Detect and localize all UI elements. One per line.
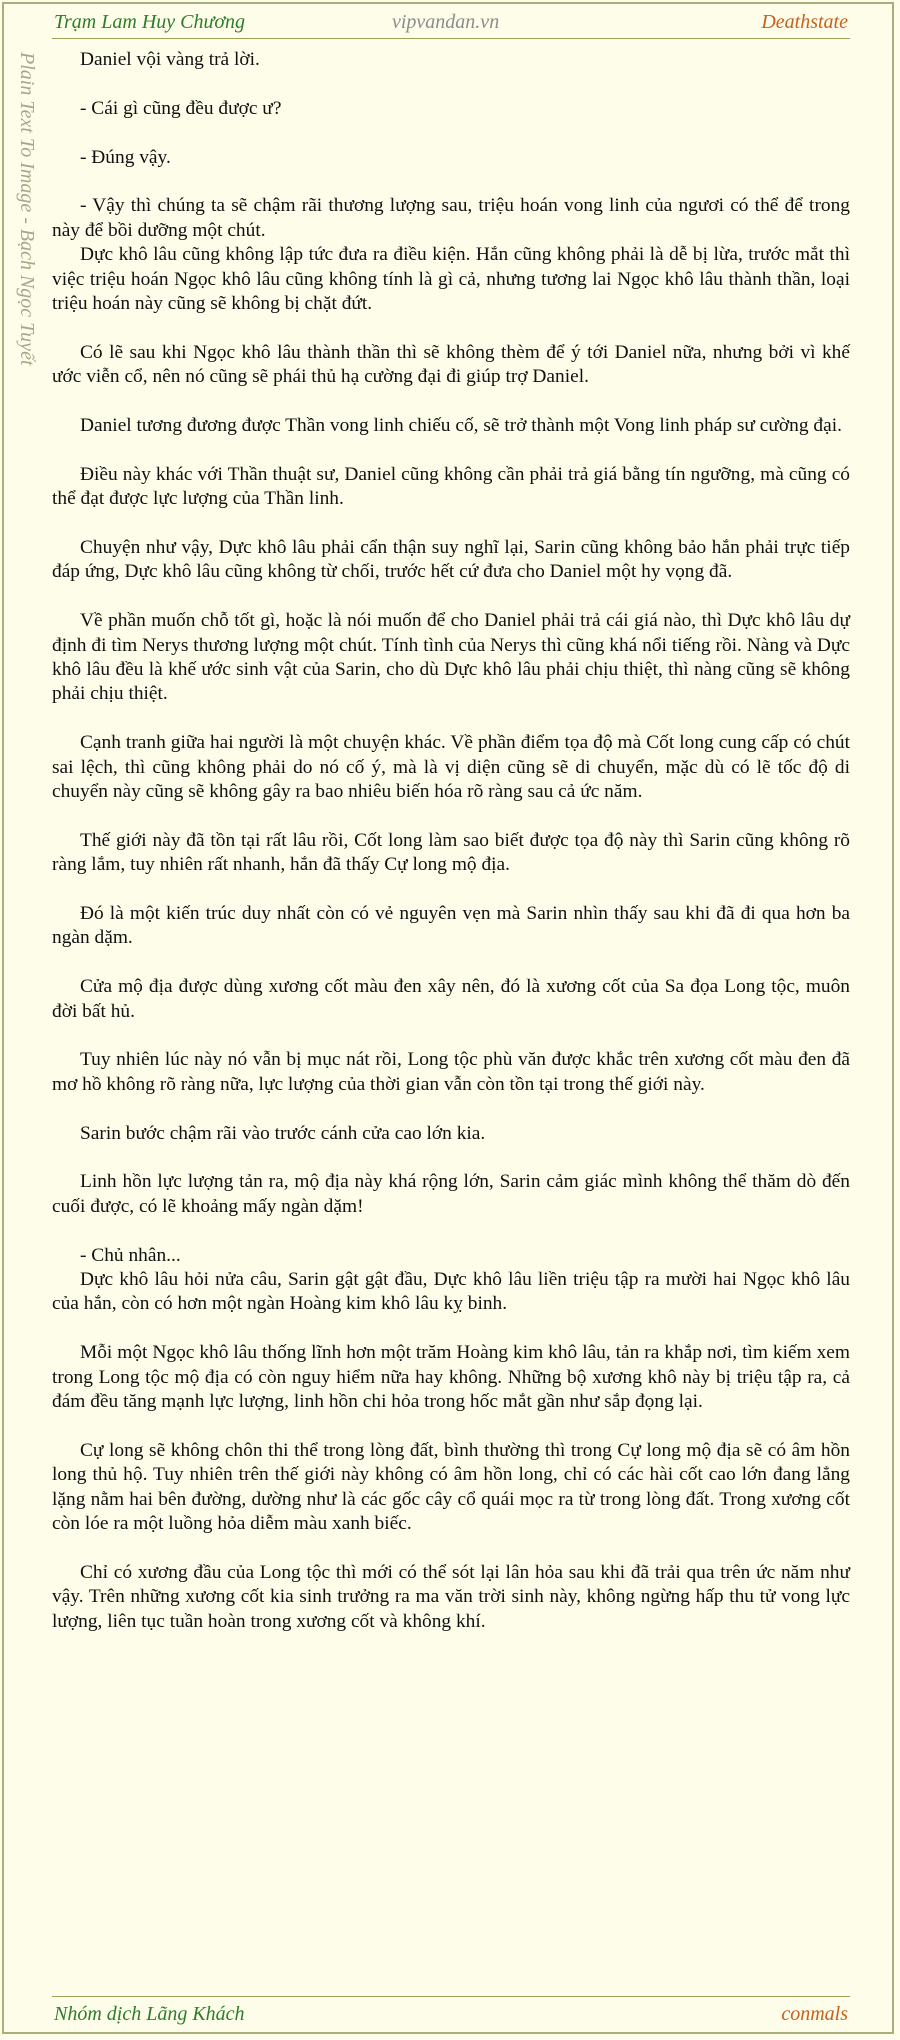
paragraph: Dực khô lâu cũng không lập tức đưa ra điều kiện. Hắn cũng không phải là dễ bị lừa, trước mắt thì việc triệu hoán Ngọc khô lâu cũng không tính là gì cả, nhưng tương lai Ngọc khô lâu thành thần, loại triệu hoán này cũng sẽ không bị chặt đứt. — [52, 244, 850, 315]
translator-site-name: Trạm Lam Huy Chương — [54, 11, 246, 33]
page-footer — [52, 1996, 850, 2027]
paragraph: Daniel vội vàng trả lời. — [80, 49, 260, 70]
paragraph: Cự long sẽ không chôn thi thể trong lòng đất, bình thường thì trong Cự long mộ địa sẽ có âm hồn long thủ hộ. Tuy nhiên trên thế giới này không có âm hồn long, chỉ có các hài cốt cao lớn đang lẳng lặng nằm hai bên đường, dường như là các gốc cây cổ quái mọc ra từ trong lòng đất. Trong xương cốt còn lóe ra một luồng hỏa diễm màu xanh biếc. — [52, 1439, 850, 1535]
story-text — [52, 48, 850, 1634]
paragraph: Về phần muốn chỗ tốt gì, hoặc là nói muốn để cho Daniel phải trả cái giá nào, thì Dực khô lâu dự định đi tìm Nerys thương lượng một chút. Tính tình của Nerys thì cũng khá nổi tiếng rồi. Nàng và Dực khô lâu đều là khế ước sinh vật của Sarin, cho dù Dực khô lâu phải chịu thiệt, thì nàng cũng sẽ không phải chịu thiệt. — [52, 610, 850, 705]
translation-group-name: Nhóm dịch Lãng Khách — [54, 2003, 245, 2025]
paragraph: Đó là một kiến trúc duy nhất còn có vẻ nguyên vẹn mà Sarin nhìn thấy sau khi đã đi qua hơn ba ngàn dặm. — [52, 903, 850, 949]
paragraph: Điều này khác với Thần thuật sư, Daniel cũng không cần phải trả giá bằng tín ngưỡng, mà cũng có thể đạt được lực lượng của Thần linh. — [52, 463, 850, 510]
paragraph: Cạnh tranh giữa hai người là một chuyện khác. Về phần điểm tọa độ mà Cốt long cung cấp có chút sai lệch, thì cũng không phải do nó cố ý, mà là vị diện cũng sẽ di chuyển, mặc dù có lẽ tốc độ di chuyển này cũng sẽ không gây ra bao nhiêu biến hóa rõ ràng sau cả ức năm. — [52, 732, 850, 803]
paragraph: Cửa mộ địa được dùng xương cốt màu đen xây nên, đó là xương cốt của Sa đọa Long tộc, muôn đời bất hủ. — [52, 976, 850, 1022]
website-url: vipvandan.vn — [392, 11, 500, 33]
paragraph: Thế giới này đã tồn tại rất lâu rồi, Cốt long làm sao biết được tọa độ này thì Sarin cũng không rõ ràng lắm, tuy nhiên rất nhanh, hắn đã thấy Cự long mộ địa. — [52, 829, 850, 876]
paragraph: Chỉ có xương đầu của Long tộc thì mới có thể sót lại lân hỏa sau khi đã trải qua trên ức năm như vậy. Trên những xương cốt kia sinh trưởng ra ma văn trời sinh này, không ngừng hấp thu tử vong lực lượng, liên tục tuần hoàn trong xương cốt và không khí. — [52, 1561, 850, 1632]
paragraph: Tuy nhiên lúc này nó vẫn bị mục nát rồi, Long tộc phù văn được khắc trên xương cốt màu đen đã mơ hồ không rõ ràng nữa, lực lượng của thời gian vẫn còn tồn tại trong thế giới này. — [52, 1049, 850, 1095]
side-watermark — [12, 52, 38, 932]
paragraph: - Cái gì cũng đều được ư? — [80, 97, 282, 119]
paragraph: Sarin bước chậm rãi vào trước cánh cửa cao lớn kia. — [80, 1122, 486, 1144]
paragraph: - Vậy thì chúng ta sẽ chậm rãi thương lượng sau, triệu hoán vong linh của ngươi có thể để trong này để bồi dưỡng một chút. — [52, 195, 850, 241]
paragraph: Dực khô lâu hỏi nửa câu, Sarin gật gật đầu, Dực khô lâu liền triệu tập ra mười hai Ngọc khô lâu của hắn, còn có hơn một ngàn Hoàng kim khô lâu kỵ binh. — [52, 1269, 850, 1315]
paragraph: Linh hồn lực lượng tản ra, mộ địa này khá rộng lớn, Sarin cảm giác mình không thể thăm dò đến cuối được, có lẽ khoảng mấy ngàn dặm! — [52, 1171, 850, 1217]
watermark-text: Plain Text To Image - Bạch Ngọc Tuyết — [16, 52, 38, 366]
paragraph: - Đúng vậy. — [80, 146, 171, 168]
paragraph: Mỗi một Ngọc khô lâu thống lĩnh hơn một trăm Hoàng kim khô lâu, tản ra khắp nơi, tìm kiếm xem trong Long tộc mộ địa có còn nguy hiểm nữa hay không. Những bộ xương khô này bị triệu tập ra, cả đám đều tăng mạnh lực lượng, linh hồn chi hỏa trong hốc mắt gần như sắp đọng lại. — [52, 1342, 850, 1413]
page-header — [52, 8, 850, 39]
paragraph: Daniel tương đương được Thần vong linh chiếu cố, sẽ trở thành một Vong linh pháp sư cường đại. — [80, 415, 842, 437]
paragraph: Chuyện như vậy, Dực khô lâu phải cẩn thận suy nghĩ lại, Sarin cũng không bảo hắn phải trực tiếp đáp ứng, Dực khô lâu cũng không từ chối, trước hết cứ đưa cho Daniel một hy vọng đã. — [52, 537, 850, 583]
paragraph: - Chủ nhân... — [80, 1244, 181, 1266]
editor-name: conmals — [781, 2003, 848, 2025]
paragraph: Có lẽ sau khi Ngọc khô lâu thành thần thì sẽ không thèm để ý tới Daniel nữa, nhưng bởi vì khế ước viễn cổ, nên nó cũng sẽ phái thủ hạ cường đại đi giúp trợ Daniel. — [52, 341, 850, 388]
uploader-name: Deathstate — [761, 11, 848, 33]
